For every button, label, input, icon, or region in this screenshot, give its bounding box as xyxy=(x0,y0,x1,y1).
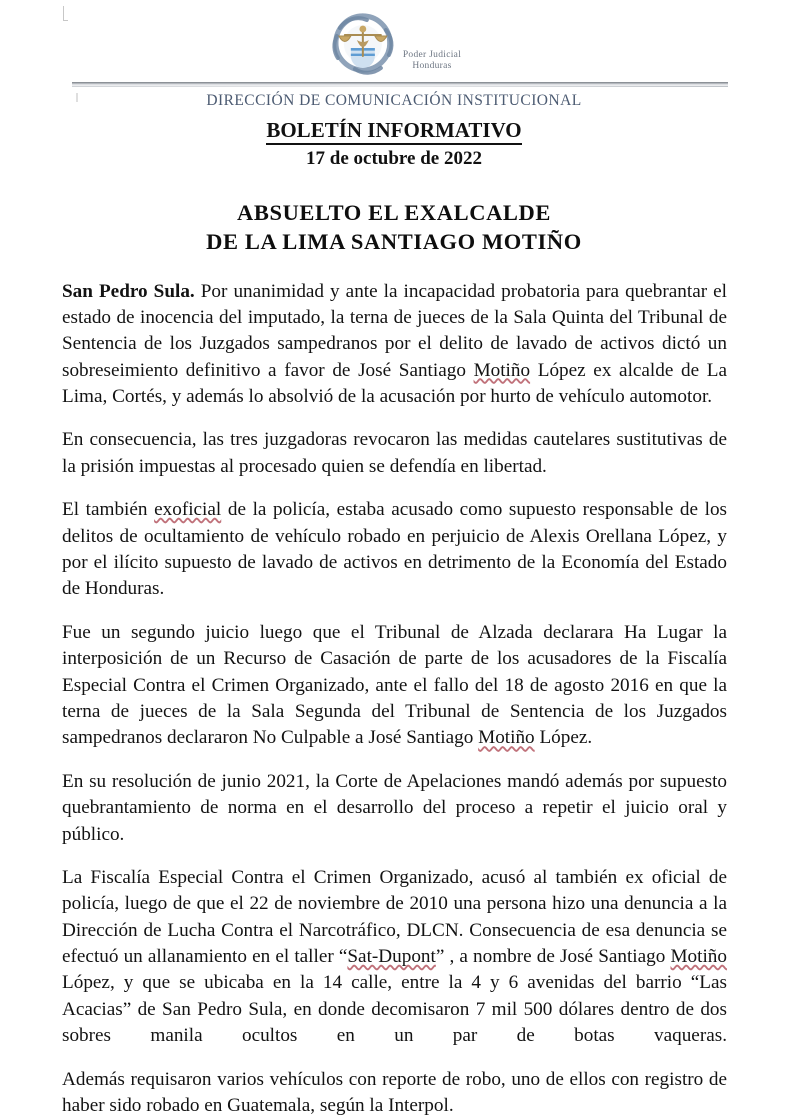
p3-text-a: El también xyxy=(62,499,154,520)
paragraph-4 xyxy=(62,620,727,752)
bulletin-label-text: BOLETÍN INFORMATIVO xyxy=(266,118,521,145)
paragraph-2 xyxy=(62,427,727,480)
paragraph-7 xyxy=(62,1067,727,1119)
logo-line-1: Poder Judicial xyxy=(403,50,461,61)
paragraph-6 xyxy=(62,865,727,1050)
headline-line-1: ABSUELTO EL EXALCALDE xyxy=(0,198,788,227)
paragraph-5 xyxy=(62,769,727,848)
poder-judicial-honduras-seal-icon xyxy=(327,10,399,76)
p6-flagged-word-2: Motiño xyxy=(670,946,727,967)
paragraph-3 xyxy=(62,497,727,603)
p2-text: En consecuencia, las tres juzgadoras revocaron las medidas cautelares sustitutivas de la prisión impuestas al procesado quien se defendía en libertad. xyxy=(62,429,727,476)
page-title xyxy=(0,198,788,257)
logo-institution-text xyxy=(403,6,461,79)
header-divider-rule xyxy=(72,82,728,86)
scan-artifact-middle xyxy=(76,93,78,102)
bulletin-label xyxy=(0,118,788,143)
p4-flagged-word: Motiño xyxy=(478,727,535,748)
p6-text-b: ” , a nombre de José Santiago xyxy=(436,946,671,967)
bulletin-date: 17 de octubre de 2022 xyxy=(0,148,788,170)
logo-line-2: Honduras xyxy=(412,61,451,72)
p4-text-a: Fue un segundo juicio luego que el Tribunal de Alzada declarara Ha Lugar la interposición de un Recurso de Casación de parte de los acusadores de la Fiscalía Especial Contra el Crimen Organizado, ante el fallo del 18 de agosto 2016 en que la terna de jueces de la Sala Segunda del Tribunal de Sentencia de los Juzgados sampedranos declararon No Culpable a José Santiago xyxy=(62,622,727,749)
p6-flagged-word-1: Sat-Dupont xyxy=(347,946,435,967)
p6-text-a: La Fiscalía Especial Contra el Crimen Organizado, acusó al también ex oficial de policía, luego de que el 22 de noviembre de 2010 una persona hizo una denuncia a la Dirección de Lucha Contra el Narcotráfico, DLCN. Consecuencia de esa denuncia se efectuó un allanamiento en el taller “ xyxy=(62,867,727,967)
masthead xyxy=(0,0,788,78)
p7-text: Además requisaron varios vehículos con reporte de robo, uno de ellos con registro de haber sido robado en Guatemala, según la Interpol. xyxy=(62,1069,727,1116)
p4-text-b: López. xyxy=(535,727,593,748)
paragraph-1 xyxy=(62,279,727,411)
p1-text-a: Por unanimidad y ante la incapacidad probatoria para quebrantar el estado de inocencia del imputado, la terna de jueces de la Sala Quinta del Tribunal de Sentencia de los Juzgados sampedranos por el delito de lavado de activos dictó un sobreseimiento definitivo a favor de José Santiago xyxy=(62,281,727,381)
p1-flagged-word: Motiño xyxy=(474,360,531,381)
p3-text-b: de la policía, estaba acusado como supuesto responsable de los delitos de ocultamiento de vehículo robado en perjuicio de Alexis Orellana López, y por el ilícito supuesto de lavado de activos en detrimento de la Economía del Estado de Honduras. xyxy=(62,499,727,599)
p5-text: En su resolución de junio 2021, la Corte de Apelaciones mandó además por supuesto quebrantamiento de norma en el desarrollo del proceso a repetir el juicio oral y público. xyxy=(62,771,727,845)
headline-line-2: DE LA LIMA SANTIAGO MOTIÑO xyxy=(0,227,788,256)
department-heading: DIRECCIÓN DE COMUNICACIÓN INSTITUCIONAL xyxy=(0,87,788,110)
p6-text-c: López, y que se ubicaba en la 14 calle, entre la 4 y 6 avenidas del barrio “Las Acacias” de San Pedro Sula, en donde decomisaron 7 mil 500 dólares dentro de dos sobres manila ocultos en un par de botas vaqueras. xyxy=(62,972,727,1046)
institutional-logo xyxy=(327,6,461,79)
p3-flagged-word: exoficial xyxy=(154,499,221,520)
p1-text-b: López ex alcalde de La Lima, Cortés, y además lo absolvió de la acusación por hurto de vehículo automotor. xyxy=(62,360,727,407)
dateline: San Pedro Sula. xyxy=(62,281,195,302)
article-body xyxy=(62,279,727,1119)
